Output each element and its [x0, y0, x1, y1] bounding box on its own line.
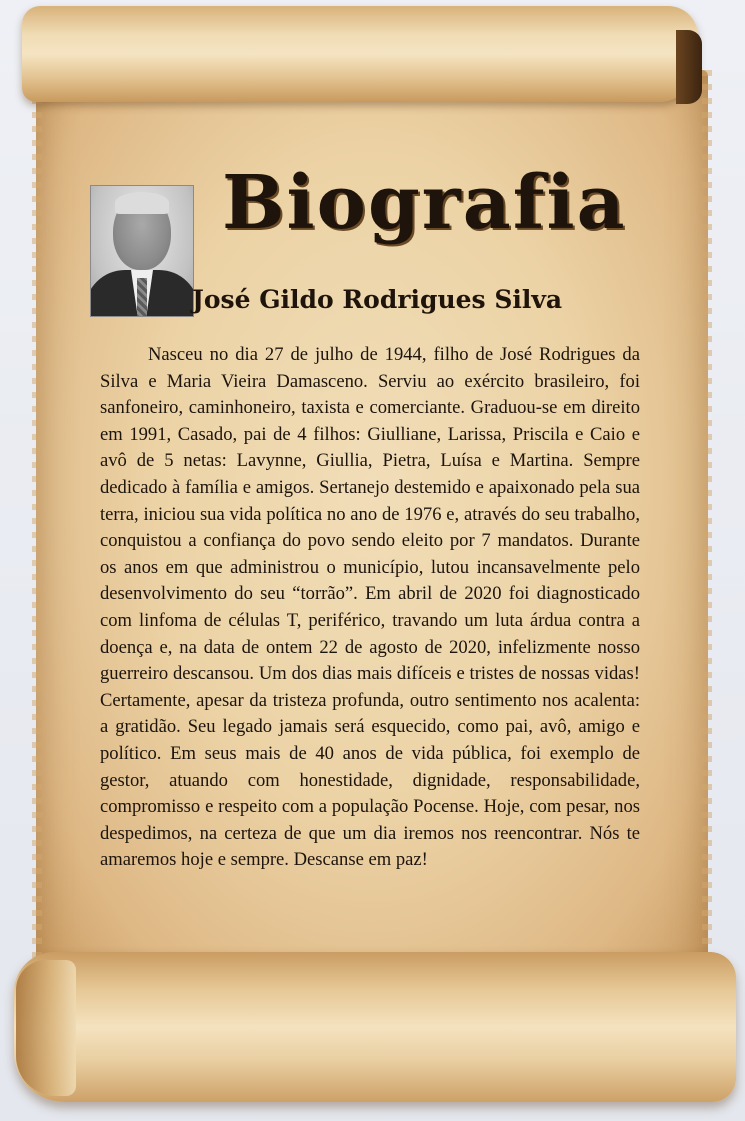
portrait-tie	[137, 278, 147, 317]
scroll-bottom-roll	[14, 952, 736, 1102]
biography-text: Nasceu no dia 27 de julho de 1944, filho de José Rodrigues da Silva e Maria Vieira Damasceno. Serviu ao exército brasileiro, foi sanfoneiro, caminhoneiro, taxista e comerciante. Graduou-se em direito em 1991, Casado, pai de 4 filhos: Giulliane, Larissa, Priscila e Caio e avô de 5 netas: Lavynne, Giullia, Pietra, Luísa e Martina. Sempre dedicado à família e amigos. Sertanejo destemido e apaixonado pela sua terra, iniciou sua vida política no ano de 1976 e, através do seu trabalho, conquistou a confiança do povo sendo eleito por 7 mandatos. Durante os anos em que administrou o município, lutou incansavelmente pelo desenvolvimento do seu “torrão”. Em abril de 2020 foi diagnosticado com linfoma de células T, periférico, travando um luta árdua contra a doença e, na data de ontem 22 de agosto de 2020, infelizmente nosso guerreiro descansou. Um dos dias mais difíceis e tristes de nossas vidas! Certamente, apesar da tristeza profunda, outro sentimento nos acalenta: a gratidão. Seu legado jamais será esquecido, como pai, avô, amigo e político. Em seus mais de 40 anos de vida pública, foi exemplo de gestor, atuando com honestidade, dignidade, responsabilidade, compromisso e respeito com a população Pocense. Hoje, com pesar, nos despedimos, na certeza de que um dia iremos nos reencontrar. Nós te amaremos hoje e sempre. Descanse em paz!	[100, 344, 640, 871]
scroll-bottom-curl	[16, 960, 76, 1096]
portrait-hair	[115, 192, 169, 214]
scroll-top-roll-end	[676, 30, 702, 104]
scroll-top-roll	[22, 6, 698, 102]
page-title: Biografia	[222, 160, 627, 246]
portrait-photo	[90, 185, 194, 317]
person-name: José Gildo Rodrigues Silva	[192, 285, 563, 314]
